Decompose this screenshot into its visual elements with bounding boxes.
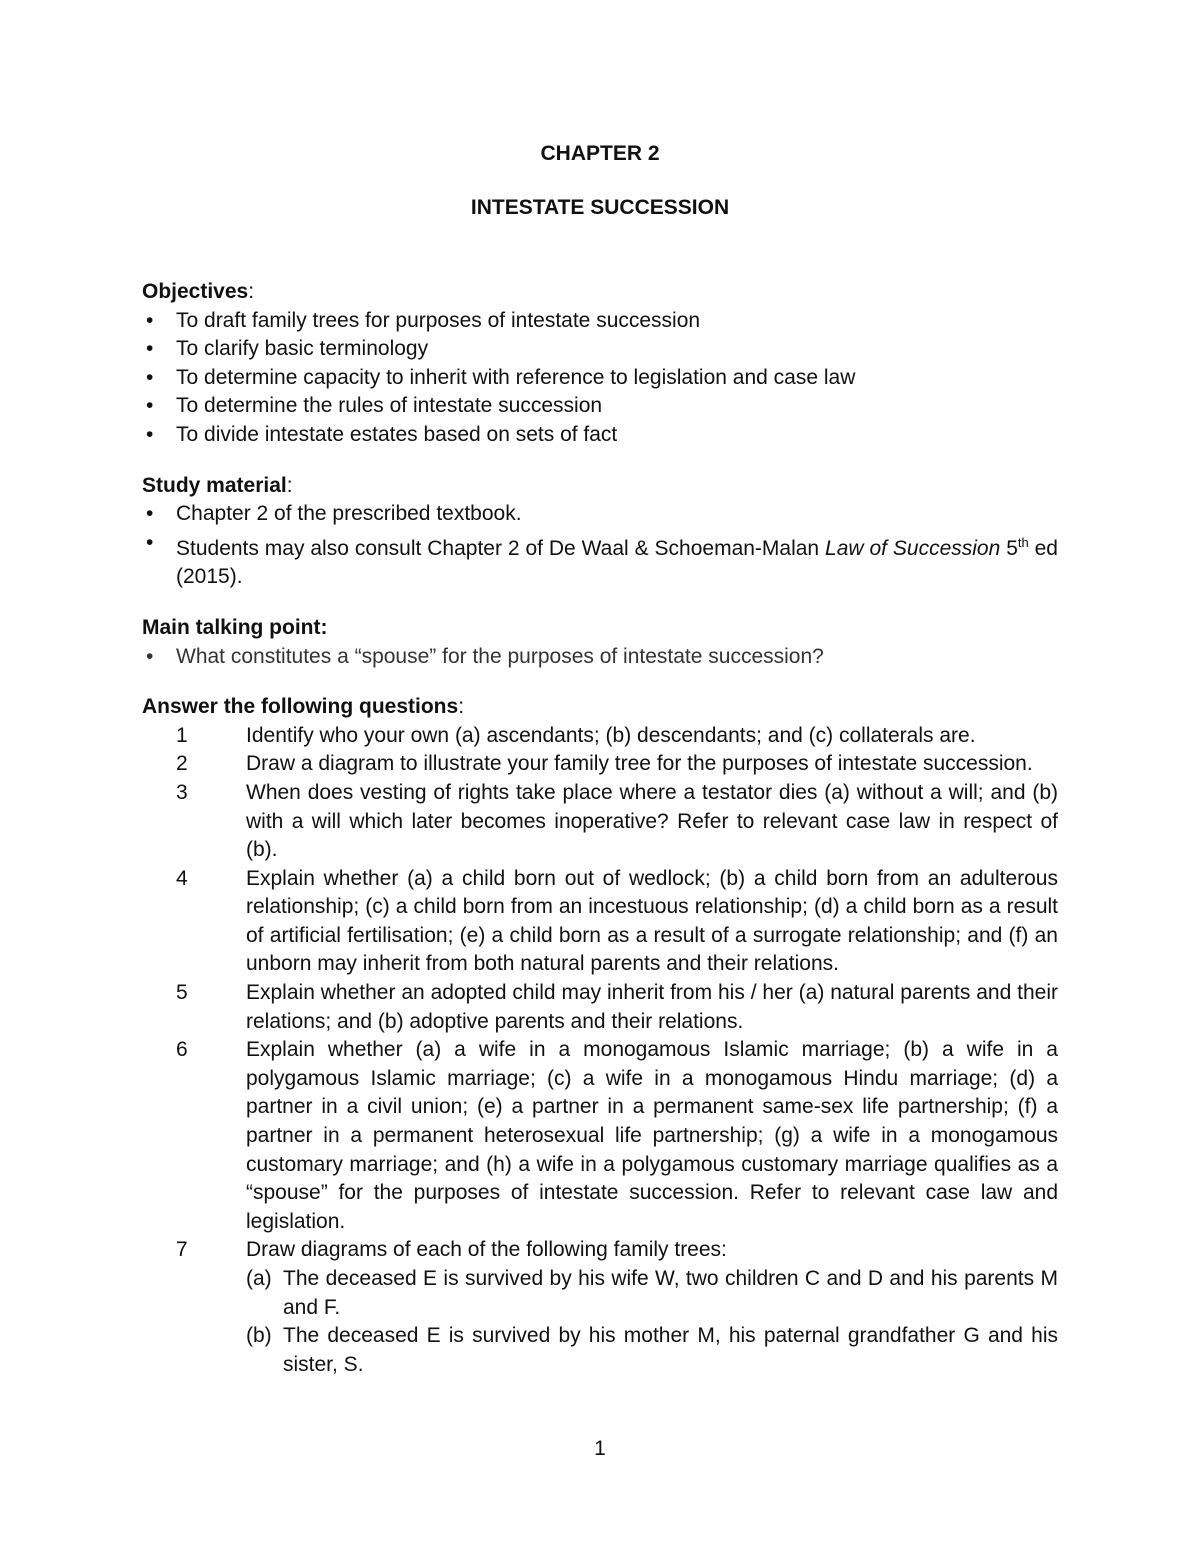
bullet-icon: • <box>146 365 154 389</box>
objectives-list <box>142 307 1058 450</box>
list-item: • To determine capacity to inherit with reference to legislation and case law <box>142 364 1058 393</box>
study-material-heading: Study material: <box>142 473 293 497</box>
question-item: 7 Draw diagrams of each of the following family trees: (a) The deceased E is survived by his wife W, two children C and D and his parents M and F. (b) The deceased E is survived by his mother M, his paternal grandfather G and his sister, S. <box>142 1236 1058 1379</box>
questions-list <box>142 722 1058 1380</box>
bullet-icon: • <box>146 502 154 526</box>
questions-heading: Answer the following questions: <box>142 695 465 719</box>
chapter-title: CHAPTER 2 <box>540 142 660 165</box>
bullet-icon: • <box>146 308 154 332</box>
bullet-icon: • <box>146 644 154 668</box>
question-item: 5 Explain whether an adopted child may inherit from his / her (a) natural parents and their relations; and (b) adoptive parents and their relations. <box>176 981 1058 1033</box>
document-content <box>142 278 1058 1379</box>
question-item: 6 Explain whether (a) a wife in a monogamous Islamic marriage; (b) a wife in a polygamous Islamic marriage; (c) a wife in a monogamous Hindu marriage; (d) a partner in a civil union; (e) a partner in a permanent same-sex life partnership; (f) a partner in a permanent heterosexual life partnership; (g) a wife in a monogamous customary marriage; and (h) a wife in a polygamous customary marriage qualifies as a “spouse” for the purposes of intestate succession. Refer to relevant case law and legislation. <box>176 1038 1058 1233</box>
sub-question-item: (a) The deceased E is survived by his wife W, two children C and D and his parents M and F. <box>246 1267 1058 1319</box>
question-item: 4 Explain whether (a) a child born out of wedlock; (b) a child born from an adulterous relationship; (c) a child born from an incestuous relationship; (d) a child born as a result of artificial fertilisation; (e) a child born as a result of a surrogate relationship; and (f) an unborn may inherit from both natural parents and their relations. <box>176 866 1058 976</box>
sub-question-item: (b) The deceased E is survived by his mother M, his paternal grandfather G and his sister, S. <box>246 1324 1058 1376</box>
talking-point-list <box>142 643 1058 672</box>
objectives-heading: Objectives: <box>142 280 255 303</box>
list-item: • Chapter 2 of the prescribed textbook. <box>142 500 1058 529</box>
list-item: • To clarify basic terminology <box>142 335 1058 364</box>
question-item: 3 When does vesting of rights take place where a testator dies (a) without a will; and (b) with a will which later becomes inoperative? Refer to relevant case law in respect of (b). <box>176 780 1058 862</box>
chapter-subtitle: INTESTATE SUCCESSION <box>470 196 730 219</box>
list-item: • To draft family trees for purposes of intestate succession <box>142 307 1058 336</box>
list-item: • Students may also consult Chapter 2 of De Waal & Schoeman-Malan Law of Succession 5th ed (2015). <box>146 530 1058 589</box>
question-item: 2 Draw a diagram to illustrate your family tree for the purposes of intestate succession. <box>176 752 1033 776</box>
list-item: • To determine the rules of intestate succession <box>142 392 1058 421</box>
bullet-icon: • <box>146 337 154 361</box>
sub-questions-list <box>246 1265 1058 1379</box>
book-title: Law of Succession <box>825 536 1001 560</box>
study-material-list <box>142 500 1058 592</box>
list-item: • To divide intestate estates based on sets of fact <box>142 421 1058 450</box>
talking-point-heading: Main talking point: <box>142 615 328 639</box>
question-item: 1 Identify who your own (a) ascendants; (b) descendants; and (c) collaterals are. <box>176 723 976 747</box>
bullet-icon: • <box>146 530 154 554</box>
bullet-icon: • <box>146 394 154 418</box>
list-item: • What constitutes a “spouse” for the purposes of intestate succession? <box>142 643 1058 672</box>
bullet-icon: • <box>146 422 154 446</box>
page-number: 1 <box>594 1437 606 1460</box>
